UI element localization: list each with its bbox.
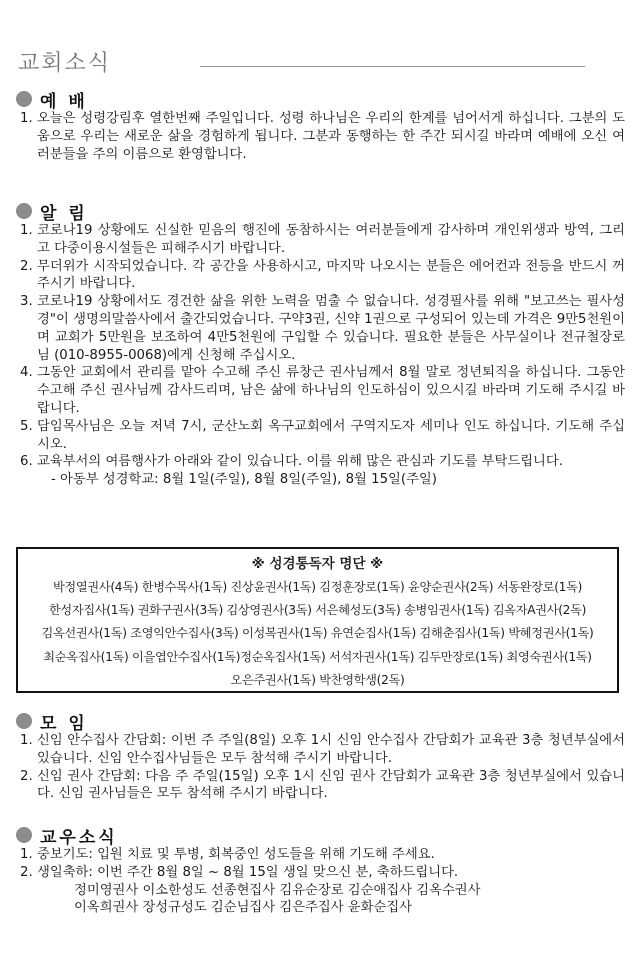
worship-section: [14, 88, 625, 163]
section-bullet-icon: [16, 203, 32, 219]
list-item: 2. 무더위가 시작되었습니다. 각 공간을 사용하시고, 마지막 나오시는 분들은 에어컨과 전등을 반드시 꺼주시기 바랍니다.: [20, 258, 625, 292]
list-item: 5. 담임목사님은 오늘 저녁 7시, 군산노회 옥구교회에서 구역지도자 세미나 인도 하십니다. 기도해 주십시오.: [20, 418, 625, 452]
members-section: [14, 824, 625, 917]
title-divider: [200, 66, 585, 67]
list-item: 1. 신임 안수집사 간담회: 이번 주 주일(8일) 오후 1시 신임 안수집사 간담회가 교육관 3층 청년부실에서 있습니다. 신임 안수집사님들은 모두 참석해 주시기 바랍니다.: [20, 733, 625, 766]
list-item: 4. 그동안 교회에서 관리를 맡아 수고해 주신 류창근 권사님께서 8월 말로 정년퇴직을 하십니다. 그동안 수고해 주신 권사님께 감사드리며, 남은 삶에 하나님의 인도하심이 있으시길 바라며 기도해 주시길 바랍니다.: [20, 365, 625, 416]
notices-title: 알 림: [40, 203, 88, 224]
members-title: 교우소식: [40, 827, 118, 848]
name-line: 오은주권사(1독) 박찬영학생(2독): [230, 672, 405, 687]
name-line: 김옥선권사(1독) 조영익안수집사(3독) 이성복권사(1독) 유연순집사(1독) 김해춘집사(1독) 박혜정권사(1독): [41, 626, 594, 641]
bible-reading-box: [16, 547, 619, 693]
list-item: 6. 교육부서의 여름행사가 아래와 같이 있습니다. 이를 위해 많은 관심과 기도를 부탁드립니다.: [20, 454, 563, 470]
sub-item: - 아동부 성경학교: 8월 1일(주일), 8월 8일(주일), 8월 15일(주일): [51, 472, 437, 488]
list-item: 1. 코로나19 상황에도 신실한 믿음의 행진에 동참하시는 여러분들에게 감사하며 개인위생과 방역, 그리고 다중이용시설들은 피해주시기 바랍니다.: [20, 223, 625, 256]
name-line: 최순옥집사(1독) 이을엽안수집사(1독)정순옥집사(1독) 서석자권사(1독) 김두만장로(1독) 최영숙권사(1독): [43, 649, 592, 664]
list-item: 1. 오늘은 성령강림후 열한번째 주일입니다. 성령 하나님은 우리의 한계를 넘어서게 하십니다. 그분의 도움으로 우리는 새로운 삶을 경험하게 됩니다. 그분과 동행하는 한 주간 되시길 바라며 예배에 오신 여러분들을 주의 이름으로 환영합니다.: [20, 111, 625, 162]
bible-box-title: ※ 성경통독자 명단 ※: [251, 556, 384, 572]
section-bullet-icon: [16, 827, 32, 843]
name-line: 한성자집사(1독) 권화구권사(3독) 김상영권사(3독) 서은혜성도(3독) 송병임권사(1독) 김옥자A권사(2독): [48, 603, 587, 618]
name-line: 박정열권사(4독) 한병수목사(1독) 진상윤권사(1독) 김정훈장로(1독) 윤양순권사(2독) 서동완장로(1독): [52, 580, 583, 594]
list-item: 1. 중보기도: 입원 치료 및 투병, 회복중인 성도들을 위해 기도해 주세요.: [20, 847, 435, 862]
meetings-title: 모 임: [40, 713, 88, 734]
list-item: 3. 코로나19 상황에서도 경건한 삶을 위한 노력을 멈출 수 없습니다. 성경필사를 위해 "보고쓰는 필사성경"이 생명의말씀사에서 출간되었습니다. 구약3권, 신약 1권으로 구성되어 있는데 가격은 9만5천원이며 교회가 5만원을 보조하여 4만5천원에 구입할 수 있습니다. 필요한 분들은 사무실이나 전규철장로님 (010-8955-0068)에게 신청해 주십시오.: [20, 294, 625, 363]
page-title: 교회소식: [18, 51, 112, 76]
notices-section: [14, 200, 625, 489]
list-item: 2. 신임 권사 간담회: 다음 주 주일(15일) 오후 1시 신임 권사 간담회가 교육관 3층 청년부실에서 있습니다. 신임 권사님들은 모두 참석해 주시기 바랍니다.: [20, 768, 625, 802]
section-bullet-icon: [16, 91, 32, 107]
birthday-names: 정미영권사 이소한성도 선종현집사 김유순장로 김순애집사 김옥수권사: [74, 882, 481, 898]
section-bullet-icon: [16, 713, 32, 729]
list-item: 2. 생일축하: 이번 주간 8월 8일 ~ 8월 15일 생일 맞으신 분, 축하드립니다.: [20, 864, 459, 880]
worship-title: 예 배: [40, 91, 88, 112]
meetings-section: [14, 710, 625, 803]
birthday-names: 이옥희권사 장성규성도 김순님집사 김은주집사 윤화순집사: [74, 900, 413, 916]
